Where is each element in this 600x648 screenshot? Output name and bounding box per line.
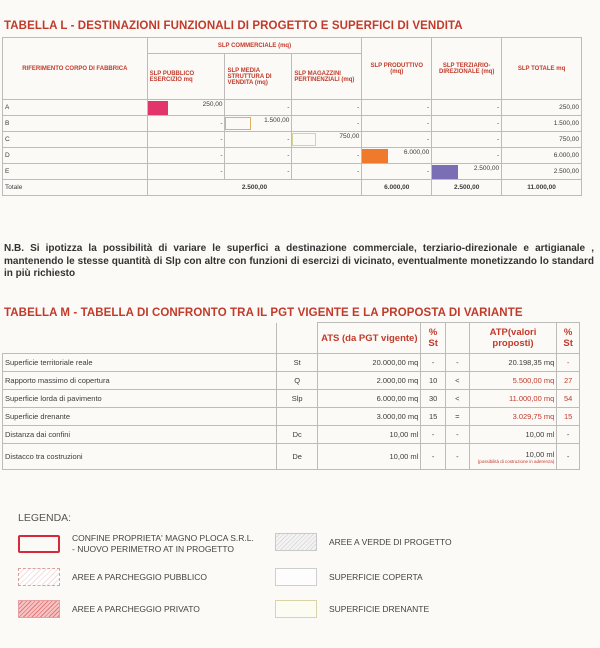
cell-tot: 2.500,00 bbox=[502, 164, 582, 180]
cell-ats: 3.000,00 mq bbox=[318, 408, 421, 426]
swatch-outline-orange bbox=[225, 117, 251, 130]
col-ref-header: RIFERIMENTO CORPO DI FABBRICA bbox=[3, 38, 148, 100]
row-symbol: Q bbox=[277, 372, 318, 390]
row-label: Rapporto massimo di copertura bbox=[3, 372, 277, 390]
col-media-header: SLP MEDIA STRUTTURA DI VENDITA (mq) bbox=[225, 54, 292, 100]
cell-terz: - bbox=[432, 116, 502, 132]
swatch-outline-yellow bbox=[292, 133, 316, 146]
col-pubblico-header: SLP PUBBLICO ESERCIZIO mq bbox=[147, 54, 225, 100]
col-totale-header: SLP TOTALE mq bbox=[502, 38, 582, 100]
cell-pct1: 30 bbox=[421, 390, 446, 408]
table-row bbox=[3, 390, 580, 408]
cell-tot: 750,00 bbox=[502, 132, 582, 148]
cell-tot: 6.000,00 bbox=[502, 148, 582, 164]
cell-mag: 750,00 bbox=[292, 132, 362, 148]
swatch-purple bbox=[432, 165, 458, 179]
row-ref: A bbox=[3, 100, 148, 116]
superficie-coperta-swatch bbox=[275, 568, 317, 586]
cell-ats: 6.000,00 mq bbox=[318, 390, 421, 408]
row-ref: D bbox=[3, 148, 148, 164]
cell-pct2: - bbox=[557, 426, 580, 444]
swatch-pink bbox=[148, 101, 168, 115]
parcheggio-privato-swatch bbox=[18, 600, 60, 618]
legend-item-verde: AREE A VERDE DI PROGETTO bbox=[275, 533, 452, 551]
cell-compare: - bbox=[446, 354, 470, 372]
cell-prod: - bbox=[362, 100, 432, 116]
table-row bbox=[3, 426, 580, 444]
cell-mag: - bbox=[292, 164, 362, 180]
table-row bbox=[3, 132, 582, 148]
cell-pub: - bbox=[147, 148, 225, 164]
cell-compare: = bbox=[446, 408, 470, 426]
cell-media: - bbox=[225, 100, 292, 116]
group-header: SLP COMMERCIALE (mq) bbox=[147, 38, 362, 54]
col-produttivo-header: SLP PRODUTTIVO (mq) bbox=[362, 38, 432, 100]
cell-prod: - bbox=[362, 116, 432, 132]
cell-tot: 1.500,00 bbox=[502, 116, 582, 132]
atp-note: (possibilità di costruzione in aderenza) bbox=[477, 458, 555, 464]
table-m-title: TABELLA M - TABELLA DI CONFRONTO TRA IL PGT VIGENTE E LA PROPOSTA DI VARIANTE bbox=[4, 307, 523, 319]
table-row bbox=[3, 372, 580, 390]
row-label: Superficie lorda di pavimento bbox=[3, 390, 277, 408]
cell-mag: - bbox=[292, 100, 362, 116]
cell-prod: 6.000,00 bbox=[362, 148, 432, 164]
cell-media: - bbox=[225, 148, 292, 164]
verde-swatch bbox=[275, 533, 317, 551]
row-ref: E bbox=[3, 164, 148, 180]
row-label: Superficie territoriale reale bbox=[3, 354, 277, 372]
cell-pub: - bbox=[147, 116, 225, 132]
confine-swatch bbox=[18, 535, 60, 553]
col-pct1-header: % St bbox=[421, 323, 446, 354]
table-row bbox=[3, 116, 582, 132]
note-paragraph: N.B. Si ipotizza la possibilità di variare le superfici a destinazione commerciale, terziario-direzionale e artigianale , mantenendo le stesse quantità di Slp con altre con funzioni di esercizi di vicinato, eventualmente monetizzando lo standard in più richiesto bbox=[4, 243, 594, 279]
row-symbol bbox=[277, 408, 318, 426]
cell-prod: - bbox=[362, 164, 432, 180]
cell-atp: 20.198,35 mq bbox=[469, 354, 557, 372]
cell-media: - bbox=[225, 164, 292, 180]
legend-item-superficie-drenante: SUPERFICIE DRENANTE bbox=[275, 600, 429, 618]
row-label: Distacco tra costruzioni bbox=[3, 444, 277, 470]
cell-mag: - bbox=[292, 148, 362, 164]
cell-pub: 250,00 bbox=[147, 100, 225, 116]
cell-ats: 2.000,00 mq bbox=[318, 372, 421, 390]
cell-pct2: 54 bbox=[557, 390, 580, 408]
table-row bbox=[3, 354, 580, 372]
cell-compare: - bbox=[446, 426, 470, 444]
cell-atp: 10,00 ml bbox=[469, 426, 557, 444]
legend-item-parcheggio-privato: AREE A PARCHEGGIO PRIVATO bbox=[18, 600, 200, 618]
cell-terz: - bbox=[432, 100, 502, 116]
legend-item-superficie-coperta: SUPERFICIE COPERTA bbox=[275, 568, 423, 586]
cell-terz: - bbox=[432, 132, 502, 148]
cell-media: 1.500,00 bbox=[225, 116, 292, 132]
table-m bbox=[2, 322, 580, 470]
row-label: Distanza dai confini bbox=[3, 426, 277, 444]
parcheggio-pubblico-swatch bbox=[18, 568, 60, 586]
cell-compare: < bbox=[446, 372, 470, 390]
cell-terz: 2.500,00 bbox=[432, 164, 502, 180]
cell-compare: - bbox=[446, 444, 470, 470]
row-symbol: De bbox=[277, 444, 318, 470]
cell-atp: 5.500,00 mq bbox=[469, 372, 557, 390]
total-tot: 11.000,00 bbox=[502, 180, 582, 196]
cell-mag: - bbox=[292, 116, 362, 132]
swatch-orange bbox=[362, 149, 388, 163]
legend-title: LEGENDA: bbox=[18, 512, 72, 524]
legend-item-parcheggio-pubblico: AREE A PARCHEGGIO PUBBLICO bbox=[18, 568, 207, 586]
table-row bbox=[3, 164, 582, 180]
row-symbol: Dc bbox=[277, 426, 318, 444]
row-symbol: Slp bbox=[277, 390, 318, 408]
cell-pub: - bbox=[147, 132, 225, 148]
cell-media: - bbox=[225, 132, 292, 148]
cell-prod: - bbox=[362, 132, 432, 148]
legend-item-confine: CONFINE PROPRIETA' MAGNO PLOCA S.R.L. - NUOVO PERIMETRO AT IN PROGETTO bbox=[18, 533, 258, 554]
cell-ats: 10,00 ml bbox=[318, 426, 421, 444]
cell-pct1: 15 bbox=[421, 408, 446, 426]
row-ref: C bbox=[3, 132, 148, 148]
total-prod: 6.000,00 bbox=[362, 180, 432, 196]
cell-tot: 250,00 bbox=[502, 100, 582, 116]
cell-atp: 11.000,00 mq bbox=[469, 390, 557, 408]
row-label: Superficie drenante bbox=[3, 408, 277, 426]
table-l bbox=[2, 37, 582, 196]
col-magazzini-header: SLP MAGAZZINI PERTINENZIALI (mq) bbox=[292, 54, 362, 100]
cell-pct1: - bbox=[421, 444, 446, 470]
cell-pct2: 27 bbox=[557, 372, 580, 390]
total-terz: 2.500,00 bbox=[432, 180, 502, 196]
cell-pct2: - bbox=[557, 444, 580, 470]
cell-terz: - bbox=[432, 148, 502, 164]
cell-atp: 10,00 ml (possibilità di costruzione in aderenza) bbox=[469, 444, 557, 470]
cell-compare: < bbox=[446, 390, 470, 408]
table-l-title: TABELLA L - DESTINAZIONI FUNZIONALI DI PROGETTO E SUPERFICI DI VENDITA bbox=[4, 20, 463, 32]
total-commerciale: 2.500,00 bbox=[147, 180, 362, 196]
cell-ats: 10,00 ml bbox=[318, 444, 421, 470]
cell-atp: 3.029,75 mq bbox=[469, 408, 557, 426]
table-row bbox=[3, 148, 582, 164]
col-pct2-header: % St bbox=[557, 323, 580, 354]
cell-pct2: 15 bbox=[557, 408, 580, 426]
table-row bbox=[3, 408, 580, 426]
cell-pct1: - bbox=[421, 426, 446, 444]
total-row bbox=[3, 180, 582, 196]
table-row bbox=[3, 100, 582, 116]
cell-pct1: 10 bbox=[421, 372, 446, 390]
table-row bbox=[3, 444, 580, 470]
cell-pct1: - bbox=[421, 354, 446, 372]
col-atp-header: ATP(valori proposti) bbox=[469, 323, 557, 354]
col-terziario-header: SLP TERZIARIO- DIREZIONALE (mq) bbox=[432, 38, 502, 100]
superficie-drenante-swatch bbox=[275, 600, 317, 618]
total-label: Totale bbox=[3, 180, 148, 196]
col-ats-header: ATS (da PGT vigente) bbox=[318, 323, 421, 354]
cell-ats: 20.000,00 mq bbox=[318, 354, 421, 372]
cell-pub: - bbox=[147, 164, 225, 180]
cell-pct2: - bbox=[557, 354, 580, 372]
row-ref: B bbox=[3, 116, 148, 132]
row-symbol: St bbox=[277, 354, 318, 372]
